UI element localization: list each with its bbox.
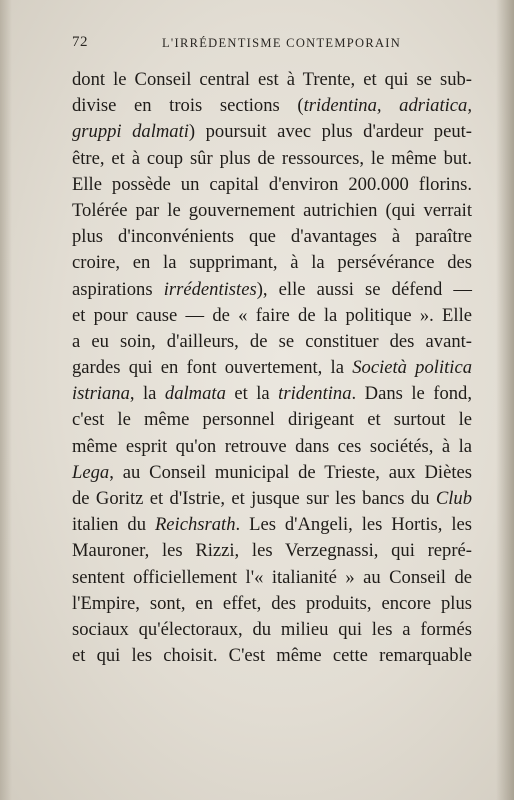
- text-run: c'est le même personnel dirigeant et surtout le: [72, 409, 472, 431]
- text-run: aspirations: [72, 278, 164, 300]
- text-run: et qui les choisit. C'est même cette remarquable: [72, 645, 472, 667]
- body-text: [72, 67, 472, 669]
- text-line: [72, 93, 472, 119]
- text-line: [72, 355, 472, 381]
- text-run: Tolérée par le gouvernement autrichien (qui verrait: [72, 199, 472, 221]
- text-line: [72, 67, 472, 93]
- text-line: [72, 434, 472, 460]
- text-run: ), elle aussi se défend —: [256, 278, 472, 300]
- italic-text: Società politica: [352, 357, 472, 379]
- text-line: [72, 460, 472, 486]
- text-run: , au Conseil municipal de Trieste, aux Diètes: [109, 461, 472, 483]
- text-run: et pour cause — de « faire de la politique ». Elle: [72, 304, 472, 326]
- text-line: [72, 329, 472, 355]
- text-line: [72, 303, 472, 329]
- running-head: L'IRRÉDENTISME CONTEMPORAIN: [162, 36, 402, 50]
- text-line: [72, 407, 472, 433]
- italic-text: dalmata: [164, 383, 226, 405]
- italic-text: tridentina: [278, 383, 352, 405]
- text-run: Elle possède un capital d'environ 200.000 florins.: [72, 173, 472, 195]
- italic-text: Club: [435, 488, 472, 509]
- italic-text: istriana: [72, 383, 130, 405]
- text-run: dont le Conseil central est à Trente, et qui se sub-: [72, 69, 472, 90]
- text-line: [72, 643, 472, 669]
- text-line: [72, 146, 472, 172]
- text-line: [72, 565, 472, 591]
- text-line: [72, 224, 472, 250]
- text-run: être, et à coup sûr plus de ressources, le même but.: [72, 147, 472, 169]
- italic-text: tridentina, adriatica,: [303, 95, 472, 117]
- page-header: [72, 34, 472, 56]
- text-run: croire, en la supprimant, à la persévérance des: [72, 252, 472, 274]
- page-number: 72: [72, 34, 88, 50]
- text-run: ) poursuit avec plus d'ardeur peut-: [188, 121, 472, 143]
- text-run: gardes qui en font ouvertement, la: [72, 357, 353, 379]
- text-run: . Les d'Angeli, les Hortis, les: [235, 514, 472, 536]
- text-run: , la: [129, 383, 165, 405]
- text-run: . Dans le fond,: [351, 383, 472, 405]
- italic-text: irrédentistes: [163, 278, 257, 300]
- text-run: et la: [225, 383, 279, 405]
- text-run: plus d'inconvénients que d'avantages à paraître: [72, 226, 472, 248]
- italic-text: Lega: [72, 461, 110, 483]
- text-line: [72, 250, 472, 276]
- text-line: [72, 512, 472, 538]
- text-line: [72, 381, 472, 407]
- page-shadow-right: [496, 0, 514, 800]
- text-run: Mauroner, les Rizzi, les Verzegnassi, qui repré-: [72, 540, 472, 562]
- text-line: [72, 538, 472, 564]
- text-run: sociaux qu'électoraux, du milieu qui les a formés: [72, 618, 472, 640]
- text-line: [72, 198, 472, 224]
- text-run: même esprit qu'on retrouve dans ces sociétés, à la: [72, 435, 472, 457]
- text-run: a eu soin, d'ailleurs, de se constituer des avant-: [72, 330, 472, 352]
- text-line: [72, 172, 472, 198]
- text-run: divise en trois sections (: [72, 95, 304, 117]
- text-line: [72, 591, 472, 617]
- text-run: sentent officiellement l'« italianité » au Conseil de: [72, 566, 472, 588]
- text-run: italien du: [72, 514, 155, 536]
- italic-text: Reichsrath: [154, 514, 236, 536]
- text-run: l'Empire, sont, en effet, des produits, encore plus: [72, 592, 472, 614]
- text-run: de Goritz et d'Istrie, et jusque sur les bancs du: [72, 488, 436, 509]
- text-line: [72, 277, 472, 303]
- text-line: [72, 119, 472, 145]
- italic-text: gruppi dalmati: [72, 121, 189, 143]
- text-line: [72, 486, 472, 512]
- page-shadow-left: [0, 0, 12, 800]
- text-line: [72, 617, 472, 643]
